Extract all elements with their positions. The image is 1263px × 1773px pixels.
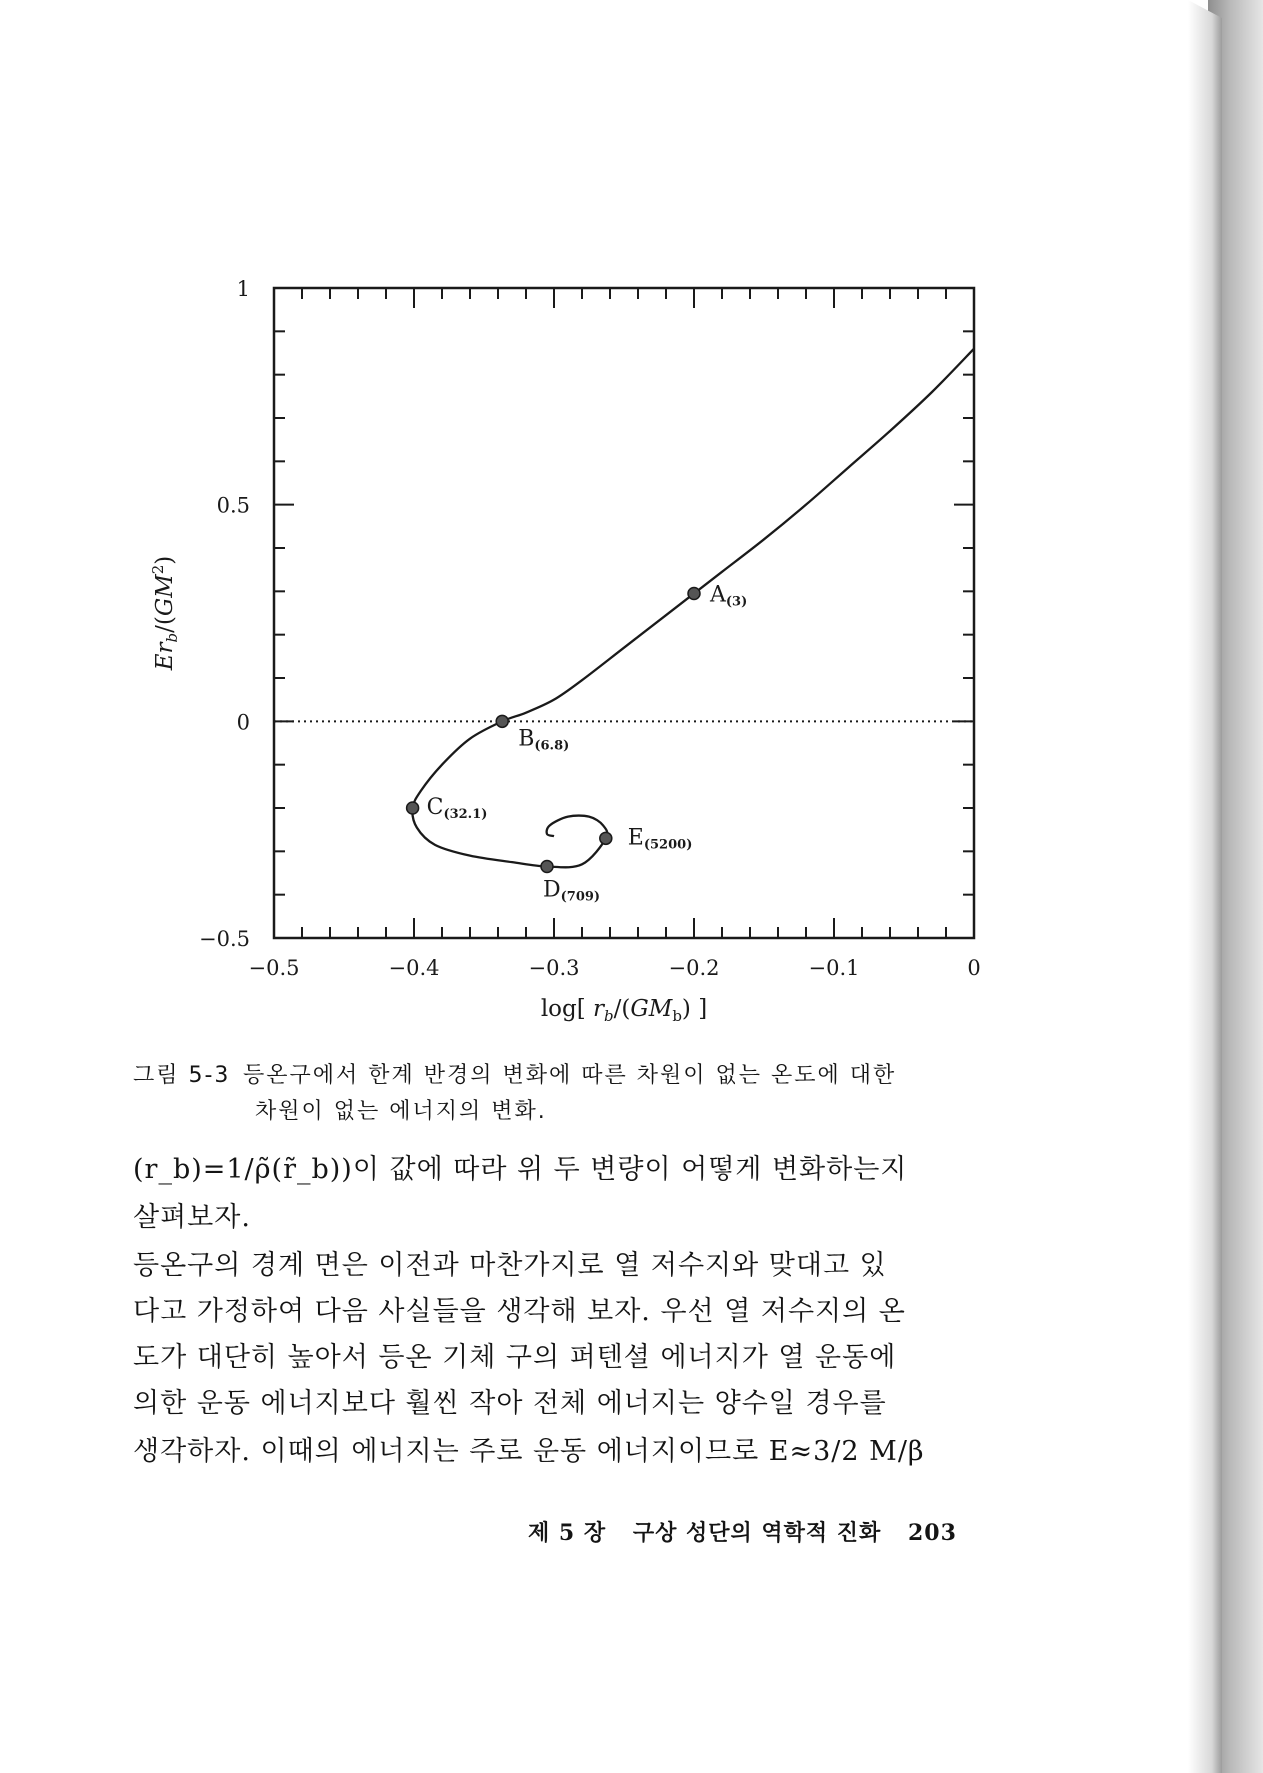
x-axis-label: log[ $r_b/(GM_b)$ ] bbox=[540, 996, 708, 1025]
point-label-a: A(3) bbox=[710, 582, 748, 610]
paragraph-1-line-2: 살펴보자. bbox=[133, 1202, 251, 1233]
x-tick-label: −0.1 bbox=[808, 956, 860, 980]
plot-frame bbox=[274, 288, 974, 938]
x-tick-label: 0 bbox=[967, 956, 981, 980]
point-c bbox=[407, 802, 419, 814]
point-label-d: D(709) bbox=[543, 877, 601, 905]
paragraph-2-line-5: 생각하자. 이때의 에너지는 주로 운동 에너지이므로 E≈3/2 M/β bbox=[133, 1436, 925, 1467]
page-footer bbox=[528, 1516, 975, 1547]
point-label-b: B(6.8) bbox=[518, 726, 570, 754]
x-tick-label: −0.2 bbox=[668, 956, 720, 980]
y-tick-label: 1 bbox=[236, 277, 250, 301]
page-edge-curl bbox=[1188, 0, 1222, 1773]
point-label-c: C(32.1) bbox=[426, 795, 488, 822]
point-e bbox=[600, 832, 612, 844]
figure-number: 그림 5-3 bbox=[133, 1063, 231, 1088]
y-tick-labels bbox=[199, 277, 250, 951]
y-tick-label: 0 bbox=[236, 710, 250, 735]
y-axis-label: $Er_b/(GM^2)$ bbox=[149, 555, 181, 671]
paragraph-1-line-1: (r_b)=1/ρ̃(r̃_b))이 값에 따라 위 두 변량이 어떻게 변화하는지 bbox=[133, 1154, 908, 1185]
paragraph-2-line-2: 다고 가정하여 다음 사실들을 생각해 보자. 우선 열 저수지의 온 bbox=[133, 1296, 906, 1327]
page-number: 203 bbox=[907, 1520, 957, 1546]
point-d bbox=[541, 861, 553, 873]
chapter-number: 제 5 장 bbox=[528, 1520, 607, 1546]
y-tick-label: −0.5 bbox=[199, 927, 250, 951]
caption-line-1: 등온구에서 한계 반경의 변화에 따른 차원이 없는 온도에 대한 bbox=[243, 1063, 897, 1088]
x-tick-label: −0.3 bbox=[528, 956, 580, 980]
axis-ticks bbox=[274, 288, 974, 938]
y-tick-label: 0.5 bbox=[216, 493, 250, 518]
x-tick-label: −0.4 bbox=[388, 956, 440, 980]
x-tick-label: −0.5 bbox=[248, 956, 300, 980]
chapter-title: 구상 성단의 역학적 진화 bbox=[632, 1520, 882, 1546]
marked-points bbox=[407, 583, 748, 905]
series-curve bbox=[412, 349, 974, 868]
x-tick-labels bbox=[249, 956, 981, 980]
paragraph-2-line-1: 등온구의 경계 면은 이전과 마찬가지로 열 저수지와 맞대고 있 bbox=[133, 1250, 887, 1281]
figure-caption bbox=[133, 1058, 1013, 1130]
point-b bbox=[496, 715, 508, 727]
point-label-e: E(5200) bbox=[627, 825, 693, 853]
paragraph-2-line-3: 도가 대단히 높아서 등온 기체 구의 퍼텐셜 에너지가 열 운동에 bbox=[133, 1342, 897, 1373]
point-a bbox=[688, 588, 700, 600]
caption-line-2: 차원이 없는 에너지의 변화. bbox=[255, 1099, 547, 1124]
paragraph-2-line-4: 의한 운동 에너지보다 훨씬 작아 전체 에너지는 양수일 경우를 bbox=[133, 1388, 887, 1419]
